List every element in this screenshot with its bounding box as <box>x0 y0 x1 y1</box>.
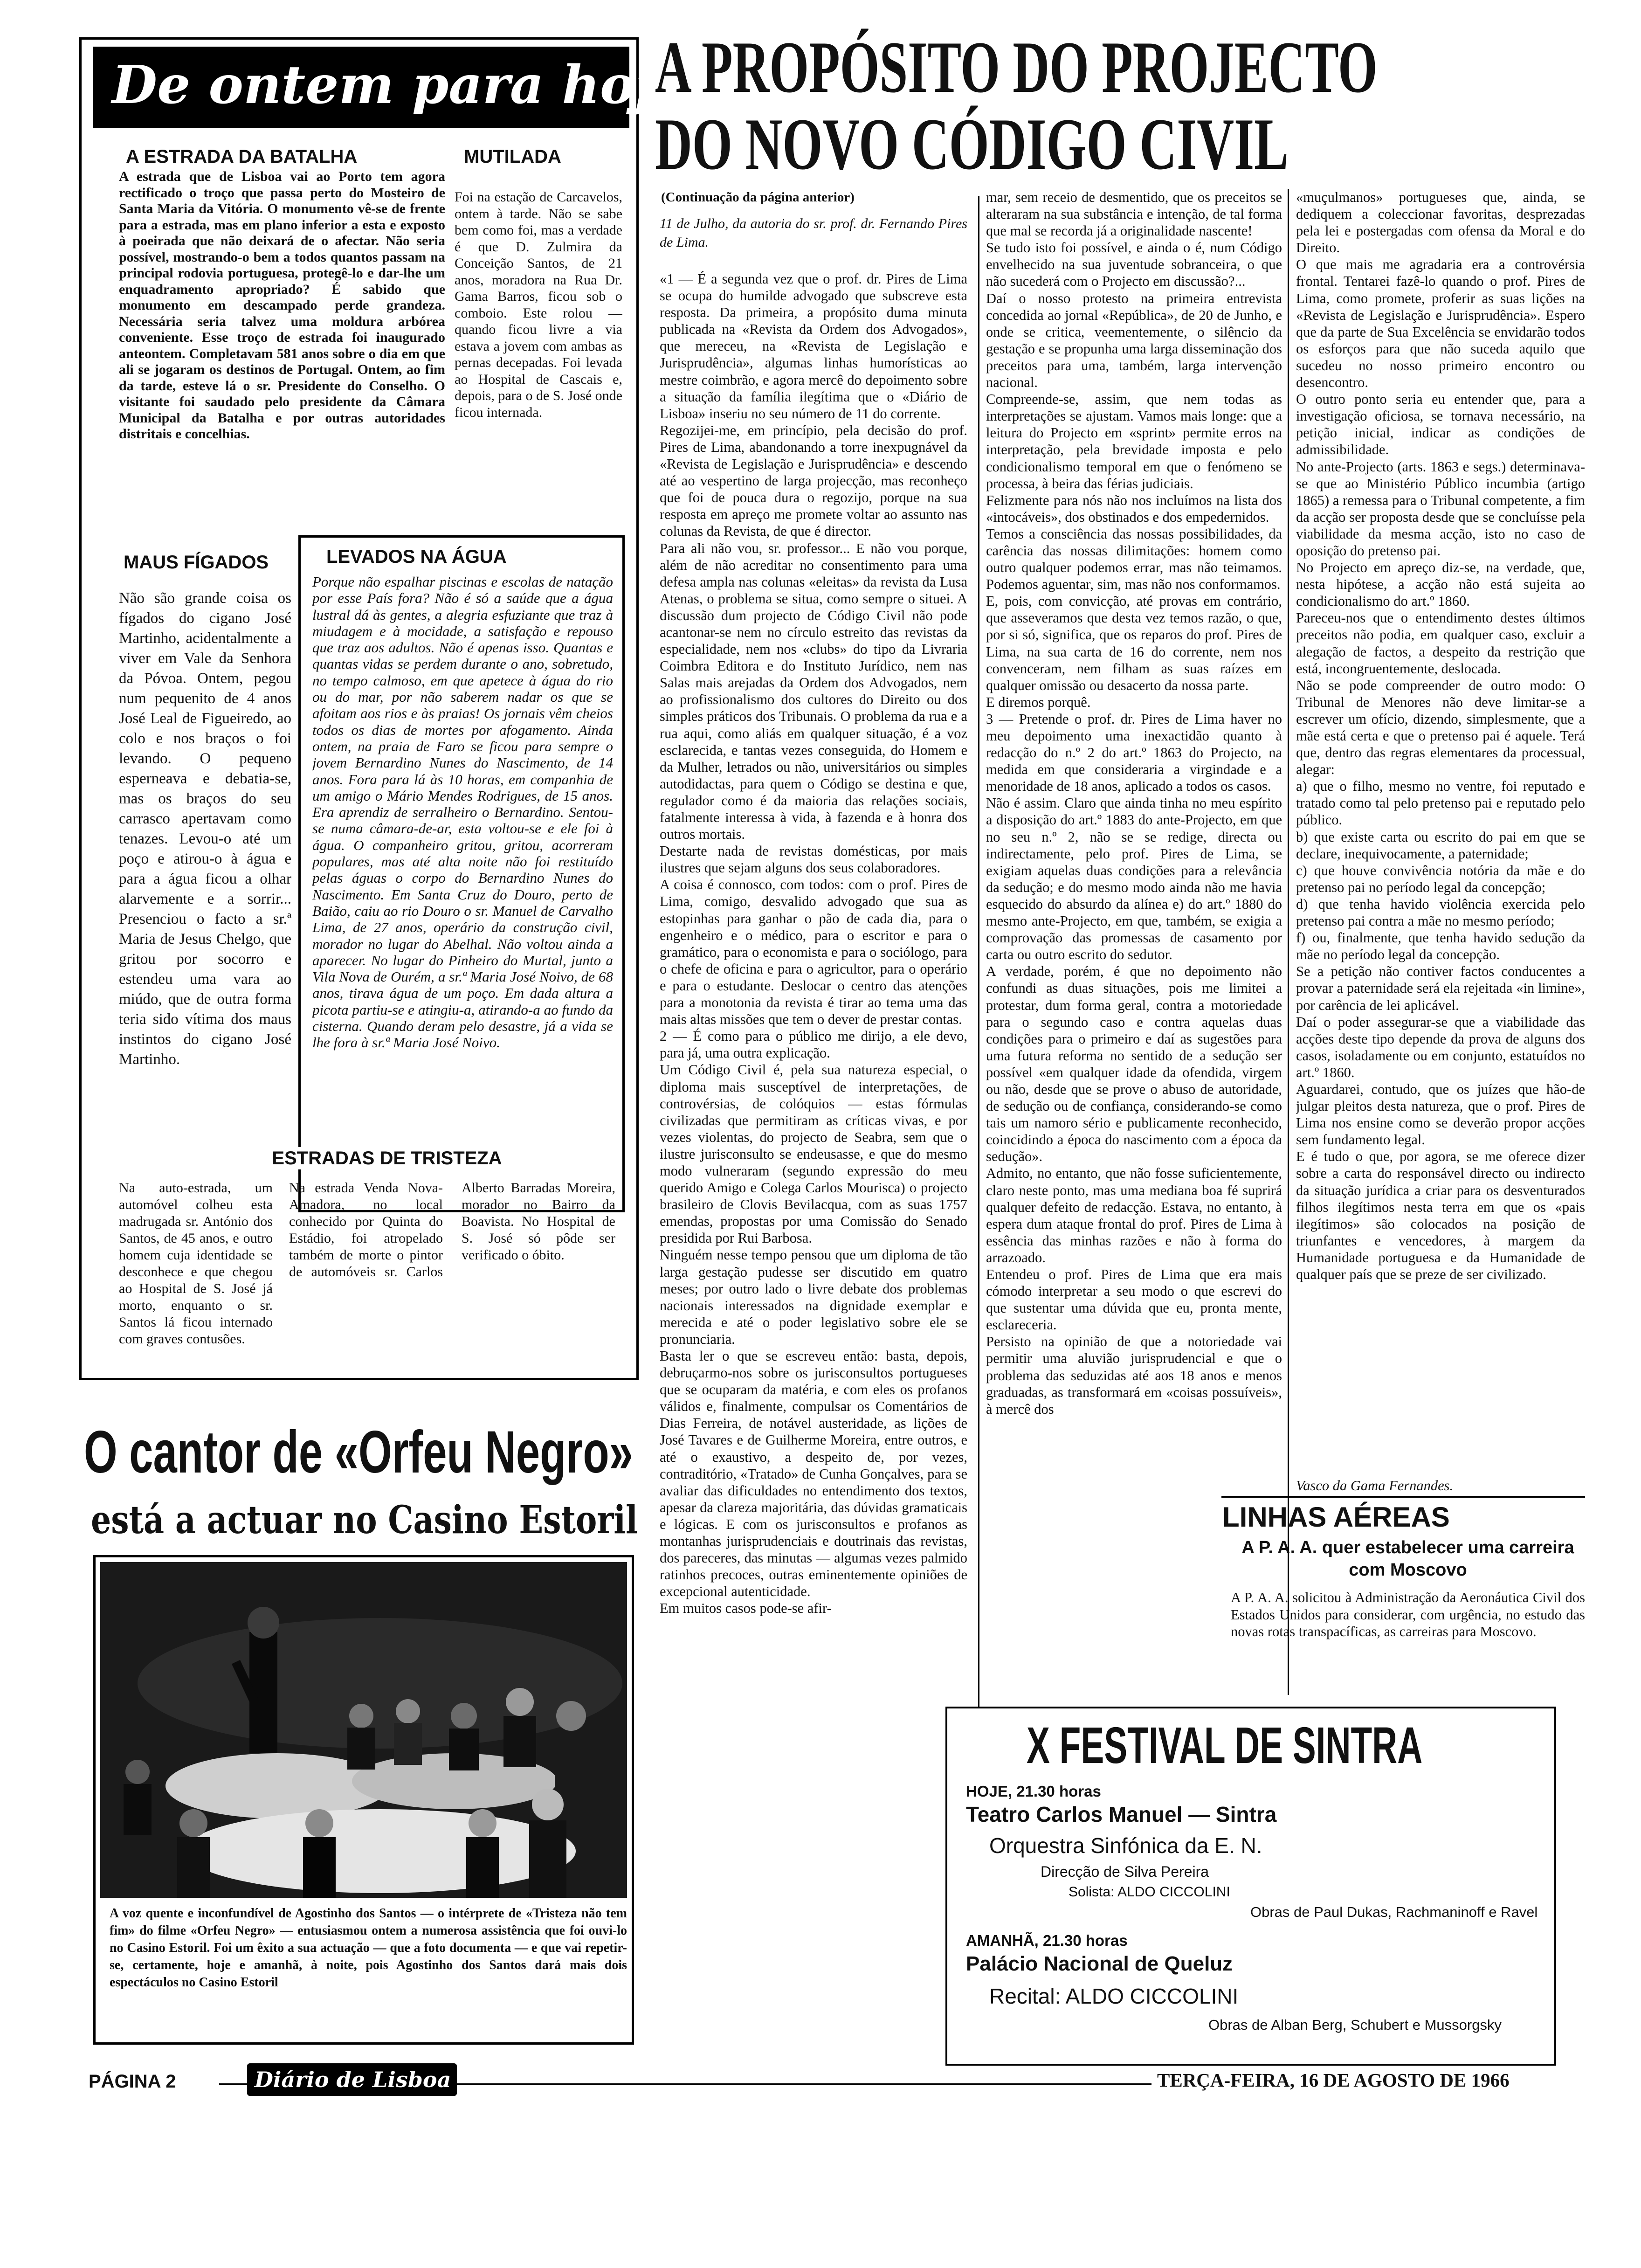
main-article-signature: Vasco da Gama Fernandes. <box>1296 1478 1454 1494</box>
footer-masthead <box>247 2063 457 2096</box>
estrada-batalha-body: A estrada que de Lisboa vai ao Porto tem agora rectificado o troço que passa perto do Mosteiro de Santa Maria da Vitória. O monumento vê-se de frente para a estrada, mas em plano inferior a esta e exposto à poeirada que não deixará de o afectar. Não seria possível, mostrando-o bem a todos quantos passam na principal rodovia portuguesa, protegê-lo e dar-lhe um enquadramento apropriado? É sabido que monumento em descampado perde grandeza. Necessária seria talvez uma moldura arbórea conveniente. Esse troço de estrada foi inaugurado anteontem. Completavam 581 anos sobre o dia em que ali se jogaram os destinos de Portugal. Ontem, ao fim da tarde, esteve lá o sr. Presidente do Conselho. O visitante foi saudado pelo presidente da Câmara Municipal da Batalha e por outras autoridades distritais e concelhias. <box>119 169 445 442</box>
festival-today-works: Obras de Paul Dukas, Rachmaninoff e Ravel <box>1250 1904 1538 1920</box>
festival-tomorrow-venue: Palácio Nacional de Queluz <box>966 1952 1233 1975</box>
festival-soloist: Solista: ALDO CICCOLINI <box>1069 1884 1230 1900</box>
footer-masthead-text: Diário de Lisboa <box>255 2067 451 2092</box>
estradas-tristeza-col1: Na auto-estrada, um automóvel colheu esta madrugada sr. António dos Santos, de 45 anos, e outro homem cuja identidade se desconhece e que chegou ao Hospital de S. José já morto, enquanto o sr. Santos lá ficou internado com graves contusões. <box>119 1180 273 1347</box>
linhas-aereas-rule <box>1221 1496 1585 1498</box>
maus-figados-title: MAUS FÍGADOS <box>124 552 269 573</box>
estrada-batalha-title: A ESTRADA DA BATALHA <box>126 146 358 167</box>
footer-date: TERÇA-FEIRA, 16 DE AGOSTO DE 1966 <box>1151 2068 1510 2092</box>
estradas-tristeza-col2: Na estrada Venda Nova-Amadora, no local conhecido por Quinta do Estádio, foi atropelado também de morte o pintor de automóveis sr. Carlos Alberto Barradas Moreira, morador no Bairro da Boavista. No Hospital de S. José só pôde ser verificado o óbito. <box>289 1180 615 1279</box>
levados-agua-title: LEVADOS NA ÁGUA <box>326 546 507 567</box>
main-article-col2: mar, sem receio de desmentido, que os preceitos se alteraram na sua substância e intenção, de tal forma que mal se recorda já a originalidade nascente! Se tudo isto foi possível, e ainda o é, num Código envelhecido na sua juventude sobranceira, o que não sucederá com o Projecto em discussão?... Daí o nosso protesto na primeira entrevista concedida ao jornal «República», de 20 de Junho, e onde se critica, veementemente, o silêncio da gestação e se propunha uma larga disseminação dos preceitos para uma, também, larga intervenção nacional. Compreende-se, assim, que nem todas as interpretações se ajustam. Vamos mais longe: que a leitura do Projecto em «sprint» permite erros na interpretação, pela brevidade imposta e pelo condicionalismo temporal em que o fenómeno se processa, à beira das férias judiciais. Felizmente para nós não nos incluímos na lista dos «intocáveis», dos obstinados e dos empedernidos. Temos a consciência das nossas possibilidades, da carência das nossas dilimitações: homem como outro qualquer podemos errar, mas não teimamos. Podemos aguentar, sim, mas não nos conformamos. E, pois, com convicção, até provas em contrário, que asseveramos que desta vez temos razão, o que, por si só, significa, que os reparos do prof. Pires de Lima, na sua carta de 16 do corrente, nem nos convenceram, nem filham as suas raízes em qualquer omissão ou desacerto da nossa parte. E diremos porquê. 3 — Pretende o prof. dr. Pires de Lima haver no meu depoimento uma inexactidão quanto à redacção do n.º 2 do art.º 1863 do Projecto, na medida em que consideraria a virgindade e a menoridade de 18 anos, aplicado a todos os casos. Não é assim. Claro que ainda tinha no meu espírito a disposição do art.º 1883 do ante-Projecto, em que no seu n.º 2, não se se redige, directa ou indirectamente, pelo prof. Pires de Lima, se exigiam aquelas duas condições para a relevância da sedução; e do mesmo modo ainda não me havia esquecido do absurdo da alínea e) do art.º 1880 do mesmo ante-Projecto, em que, também, se exigia a comprovação das promessas de casamento por carta ou outro escrito do sedutor. A verdade, porém, é que no depoimento não confundi as duas situações, pois me limitei a protestar, dum forma geral, contra a motoriedade para o segundo caso e contra aquelas duas condições para o primeiro e daí as sugestões para uma futura reforma no sentido de a sedução ser possível «em qualquer idade da ofendida, virgem ou não, desde que se prove o abuso de autoridade, de sedução ou de confiança, considerando-se como tais um namoro sério e publicamente reconhecido, coincidindo a época do nascimento com a época da sedução». Admito, no entanto, que não fosse suficientemente, claro neste ponto, mas uma mediana boa fé suprirá qualquer defeito de redacção. Estava, no entanto, à espera dum ataque frontal do prof. Pires de Lima à essência das minhas razões e não à forma do arrazoado. Entendeu o prof. Pires de Lima que era mais cómodo interpretar a seu modo o que escrevi do que sustentar uma dúvida que eu, pronta mente, esclareceria. Persisto na opinião de que a notoriedade vai permitir uma aluvião jurisprudencial e que o problema das seduzidas até aos 18 anos e menos graduadas, as transformará em «coisas possuíveis», à mercê dos <box>986 189 1282 1417</box>
orfeu-subheadline: está a actuar no Casino Estoril <box>91 1498 638 1542</box>
casino-audience-image <box>100 1562 627 1898</box>
linhas-aereas-subtitle: A P. A. A. quer estabelecer uma carreira com Moscovo <box>1241 1538 1574 1580</box>
orfeu-photo-caption: A voz quente e inconfundível de Agostinho dos Santos — o intérprete de «Tristeza não tem fim» do filme «Orfeu Negro» — entusiasmou ontem a numerosa assistência que foi ouvi-lo no Casino Estoril. Foi um êxito a sua actuação — que a foto documenta — e que vai repetir-se, certamente, hoje e amanhã, à noite, pois Agostinho dos Santos dará mais dois espectáculos no Casino Estoril <box>110 1906 627 1990</box>
main-article-continuation: (Continuação da página anterior) <box>661 190 855 205</box>
festival-ad <box>945 1707 1556 2066</box>
main-article-col1-intro: 11 de Julho, da autoria do sr. prof. dr. Fernando Pires de Lima. <box>660 216 967 250</box>
linhas-aereas-body: A P. A. A. solicitou à Administração da Aeronáutica Civil dos Estados Unidos para considerar, com urgência, no estudo das novas rotas transpacíficas, as carreiras para Moscovo. <box>1231 1590 1585 1639</box>
main-headline-line2: DO NOVO CÓDIGO CIVIL <box>655 104 1289 185</box>
festival-title: X FESTIVAL DE SINTRA <box>1027 1717 1423 1774</box>
levados-agua-body: Porque não espalhar piscinas e escolas de natação por esse País fora? Não é só a saúde que a água lustral dá às gentes, a alegria esfuziante que traz à miudagem e à mocidade, a satisfação e repouso que traz aos adultos. Não é apenas isso. Quantas e quantas vidas se perdem durante o ano, sobretudo, no tempo calmoso, em que apetece à água do rio ou do mar, por não saberem nadar os que se afoitam aos rios e às praias! Os jornais vêm cheios todos os dias de mortes por afogamento. Ainda ontem, na praia de Faro se ficou para sempre o jovem Bernardino Nunes do Nascimento, de 14 anos. Fora para lá às 10 horas, em companhia de um amigo o Mário Mendes Rodrigues, de 15 anos. Era aprendiz de serralheiro o Bernardino. Sentou-se numa câmara-de-ar, esta voltou-se e ele foi à água. O companheiro gritou, gritou, acorreram populares, mas até alta noite não foi restituído pelas águas o corpo do Bernardino Nunes do Nascimento. Em Santa Cruz do Douro, perto de Baião, caiu ao rio Douro o sr. Manuel de Carvalho Lima, de 27 anos, operário da construção civil, morador no lugar do Abelhal. Não voltou ainda a aparecer. No lugar do Pinheiro do Murtal, junto a Vila Nova de Ourém, a sr.ª Maria José Noivo, de 68 anos, tirava água de um poço. Em dada altura a picota partiu-se e atingiu-a, atirando-a ao fundo da cisterna. Quando deram pelo desastre, já a vida se lhe fora à sr.ª Maria José Noivo. <box>312 574 613 1051</box>
column-rule-1 <box>978 196 979 1846</box>
mutilada-body: Foi na estação de Carcavelos, ontem à tarde. Não se sabe bem como foi, mas a verdade é que D. Zulmira da Conceição Santos, de 21 anos, moradora na Rua Dr. Gama Barros, ficou sob o comboio. Este rolou — quando ficou livre a via estava a jovem com ambas as pernas decepadas. Foi levada ao Hospital de Cascais e, depois, para o de S. José onde ficou internada. <box>455 189 622 420</box>
festival-direction: Direcção de Silva Pereira <box>1041 1863 1209 1880</box>
mutilada-title: MUTILADA <box>464 146 561 167</box>
maus-figados-body: Não são grande coisa os fígados do cigano José Martinho, acidentalmente a viver em Vale da Senhora da Póvoa. Ontem, pegou num pequenito de 4 anos José Leal de Figueiredo, ao colo e nos braços o foi levando. O pequeno esperneava e debatia-se, mas os braços do seu carrasco apertavam como tenazes. Levou-o até um poço e atirou-o à água e para a água ficou a olhar alarvemente e a sorrir... Presenciou o facto a sr.ª Maria de Jesus Chelgo, que gritou por socorro e estendeu uma vara ao miúdo, que de outra forma teria sido vítima dos maus instintos do cigano José Martinho. <box>119 590 291 1068</box>
section-banner-title: De ontem para hoje <box>112 55 687 116</box>
main-article-col1: «1 — É a segunda vez que o prof. dr. Pires de Lima se ocupa do humilde advogado que subscreve esta resposta. Da primeira, a propósito duma minuta publicada na «Revista da Ordem dos Advogados», que mereceu, na «Revista de Legislação e Jurisprudência», algumas linhas humorísticas ao mestre coimbrão, e agora mercê do depoimento sobre a situação da família ilegítima que o «Diário de Lisboa» inseriu no seu número de 11 do corrente. Regozijei-me, em princípio, pela decisão do prof. Pires de Lima, abandonando a torre inexpugnável da «Revista de Legislação e Jurisprudência» e descendo até ao vespertino de larga projecção, mas reconheço que foi de pouca dura o regozijo, porque na sua resposta em apreço me promete voltar ao assunto nas colunas da Revista, de que é director. Para ali não vou, sr. professor... E não vou porque, além de não acreditar no consentimento para uma defesa ampla nas colunas «eleitas» da revista da Lusa Atenas, o problema se situa, como sempre o situei. A discussão dum projecto de Código Civil não pode acantonar-se nem no círculo estreito das revistas da especialidade, nem nos «clubs» do tipo da Livraria Coimbra Editora e do Instituto Jurídico, nem nas Salas mais arejadas da Ordem dos Advogados, nem ao profissionalismo dos cultores do Direito ou dos simples práticos dos Tribunais. O problema da rua e a rua aqui, como aliás em qualquer situação, é a voz esclarecida, e tantas vezes conseguida, do Homem e da Mulher, letrados ou não, universitários ou simples autodidactas, para quem o Código se destina e que, regulador como é da maioria das relações sociais, fatalmente interessa à vida, à fazenda e à honra dos outros mortais. Destarte nada de revistas domésticas, por mais ilustres que sejam alguns dos seus colaboradores. A coisa é connosco, com todos: com o prof. Pires de Lima, comigo, desvalido advogado que sua as estopinhas para ganhar o pão de cada dia, para o engenheiro e o médico, para o escritor e para o gramático, para o economista e para o sociólogo, para o chefe de oficina e para o agricultor, para o operário e para o estudante. Deslocar o centro das atenções para a monotonia da revista é tirar ao tema uma das mais altas missões que tem o dever de prestar contas. 2 — É como para o público me dirijo, a ele devo, para já, uma outra explicação. Um Código Civil é, pela sua natureza especial, o diploma mais susceptível de interpretações, de controvérsias, de colóquios — estas fórmulas civilizadas que permitiram as críticas vivas, e por vezes violentas, do projecto de Seabra, sem que o ilustre jurisconsulto se endeusasse, e que do mesmo modo vulneraram (segundo expressão do meu querido Amigo e Colega Carlos Mourisca) o projecto brasileiro de Clovis Bevilacqua, com as suas 1757 emendas, propostas por uma Comissão do Senado presidida por Rui Barbosa. Ninguém nesse tempo pensou que um diploma de tão larga gestação pudesse ser discutido em quatro meses; por outro lado o livre debate dos problemas nacionais interessados na dignidade exemplar e merecida e até o poder legislativo sobre ele se pronunciaria. Basta ler o que se escreveu então: basta, depois, debruçarmo-nos sobre os jurisconsultos portugueses que se ocuparam da matéria, e com eles os profanos válidos e, finalmente, compulsar os Comentários de Dias Ferreira, de notável austeridade, as lições de José Tavares e de Guilherme Moreira, entre outros, e até o exaustivo, a despeito de, por vezes, contraditório, «Tratado» de Cunha Gonçalves, para se avaliar das dificuldades no entendimento dos textos, apesar da clareza majoritária, das dúvidas gramaticais e lógicas. E com os jurisconsultos e profanos as montanhas jurisprudenciais e doutrinais das revistas, dos pareceres, das minutas — algumas vezes palmido ratinhos precoces, outras eminentemente opiniões de excepcional autenticidade. Em muitos casos pode-se afir- <box>660 271 967 1617</box>
festival-tomorrow-works: Obras de Alban Berg, Schubert e Mussorgsky <box>1208 2017 1502 2033</box>
footer-page-number: PÁGINA 2 <box>89 2069 180 2094</box>
linhas-aereas-title: LINHAS AÉREAS <box>1222 1501 1450 1533</box>
section-banner <box>93 47 687 128</box>
festival-tomorrow-label: AMANHÃ, 21.30 horas <box>966 1932 1128 1949</box>
festival-recital: Recital: ALDO CICCOLINI <box>989 1984 1239 2008</box>
festival-today-label: HOJE, 21.30 horas <box>966 1783 1101 1800</box>
main-article-col3: «muçulmanos» portugueses que, ainda, se dediquem a coleccionar favoritas, desprezadas pela lei e postergadas com ofensa da Moral e do Direito. O que mais me agradaria era a controvérsia frontal. Tentarei fazê-lo quando o prof. Pires de Lima, como promete, proferir as suas lições na «Revista de Legislação e Jurisprudência». Espero que da parte de Sua Excelência se envidarão todos os esforços para que não suceda aquilo que sucedeu no nosso primeiro encontro ou desencontro. O outro ponto seria eu entender que, para a investigação oficiosa, se tornava necessário, na petição inicial, indicar as condições de admissibilidade. No ante-Projecto (arts. 1863 e segs.) determinava-se que ao Ministério Público incumbia (artigo 1865) a remessa para o Tribunal competente, a fim da acção ser proposta desde que se concluísse pela viabilidade da mesma acção, isto no caso de oposição do pretenso pai. No Projecto em apreço diz-se, na verdade, que, nesta hipótese, a acção não está sujeita ao condicionalismo do art.º 1860. Pareceu-nos que o entendimento destes últimos preceitos não podia, em qualquer caso, excluir a alegação de factos, a despeito da restrição que está, incongruentemente, deslocada. Não se pode compreender de outro modo: O Tribunal de Menores não deve limitar-se a escrever um ofício, dizendo, simplesmente, que a mãe está certa e que o pretenso pai é aquele. Terá que, dentro das regras elementares da processual, alegar: a) que o filho, mesmo no ventre, foi reputado e tratado como tal pelo pretenso pai e reputado pelo público. b) que existe carta ou escrito do pai em que se declare, inequivocamente, a paternidade; c) que houve convivência notória da mãe e do pretenso pai no período legal da concepção; d) que tenha havido violência exercida pelo pretenso pai contra a mãe no mesmo período; f) ou, finalmente, que tenha havido sedução da mãe no período legal da concepção. Se a petição não contiver factos conducentes a provar a paternidade será ela rejeitada «in limine», por carência de lei aplicável. Daí o poder assegurar-se que a viabilidade das acções deste tipo depende da prova de alguns dos casos, isoladamente ou em conjunto, estatuídos no art.º 1860. Aguardarei, contudo, que os juízes que hão-de julgar pleitos desta natureza, que o prof. Pires de Lima nos ensine como se deverão propor acções sem fundamento legal. E é tudo o que, por agora, se me oferece dizer sobre a carta do responsável directo ou indirecto da situação jurídica a criar para os desventurados filhos ilegítimos nesta terra em que os «pais ilegítimos» são colocados na posição de triunfantes e vencedores, à margem da Humanidade portuguesa e da Humanidade de qualquer país que se preze de ser civilizado. <box>1296 189 1585 1282</box>
main-headline-line1: A PROPÓSITO DO PROJECTO <box>655 27 1378 108</box>
estradas-tristeza-title: ESTRADAS DE TRISTEZA <box>247 1147 527 1169</box>
orfeu-headline: O cantor de «Orfeu Negro» <box>84 1419 633 1486</box>
festival-today-venue: Teatro Carlos Manuel — Sintra <box>966 1802 1277 1826</box>
festival-orchestra: Orquestra Sinfónica da E. N. <box>989 1833 1262 1858</box>
column-rule-2 <box>1288 189 1289 1695</box>
orfeu-photo <box>100 1562 627 1898</box>
